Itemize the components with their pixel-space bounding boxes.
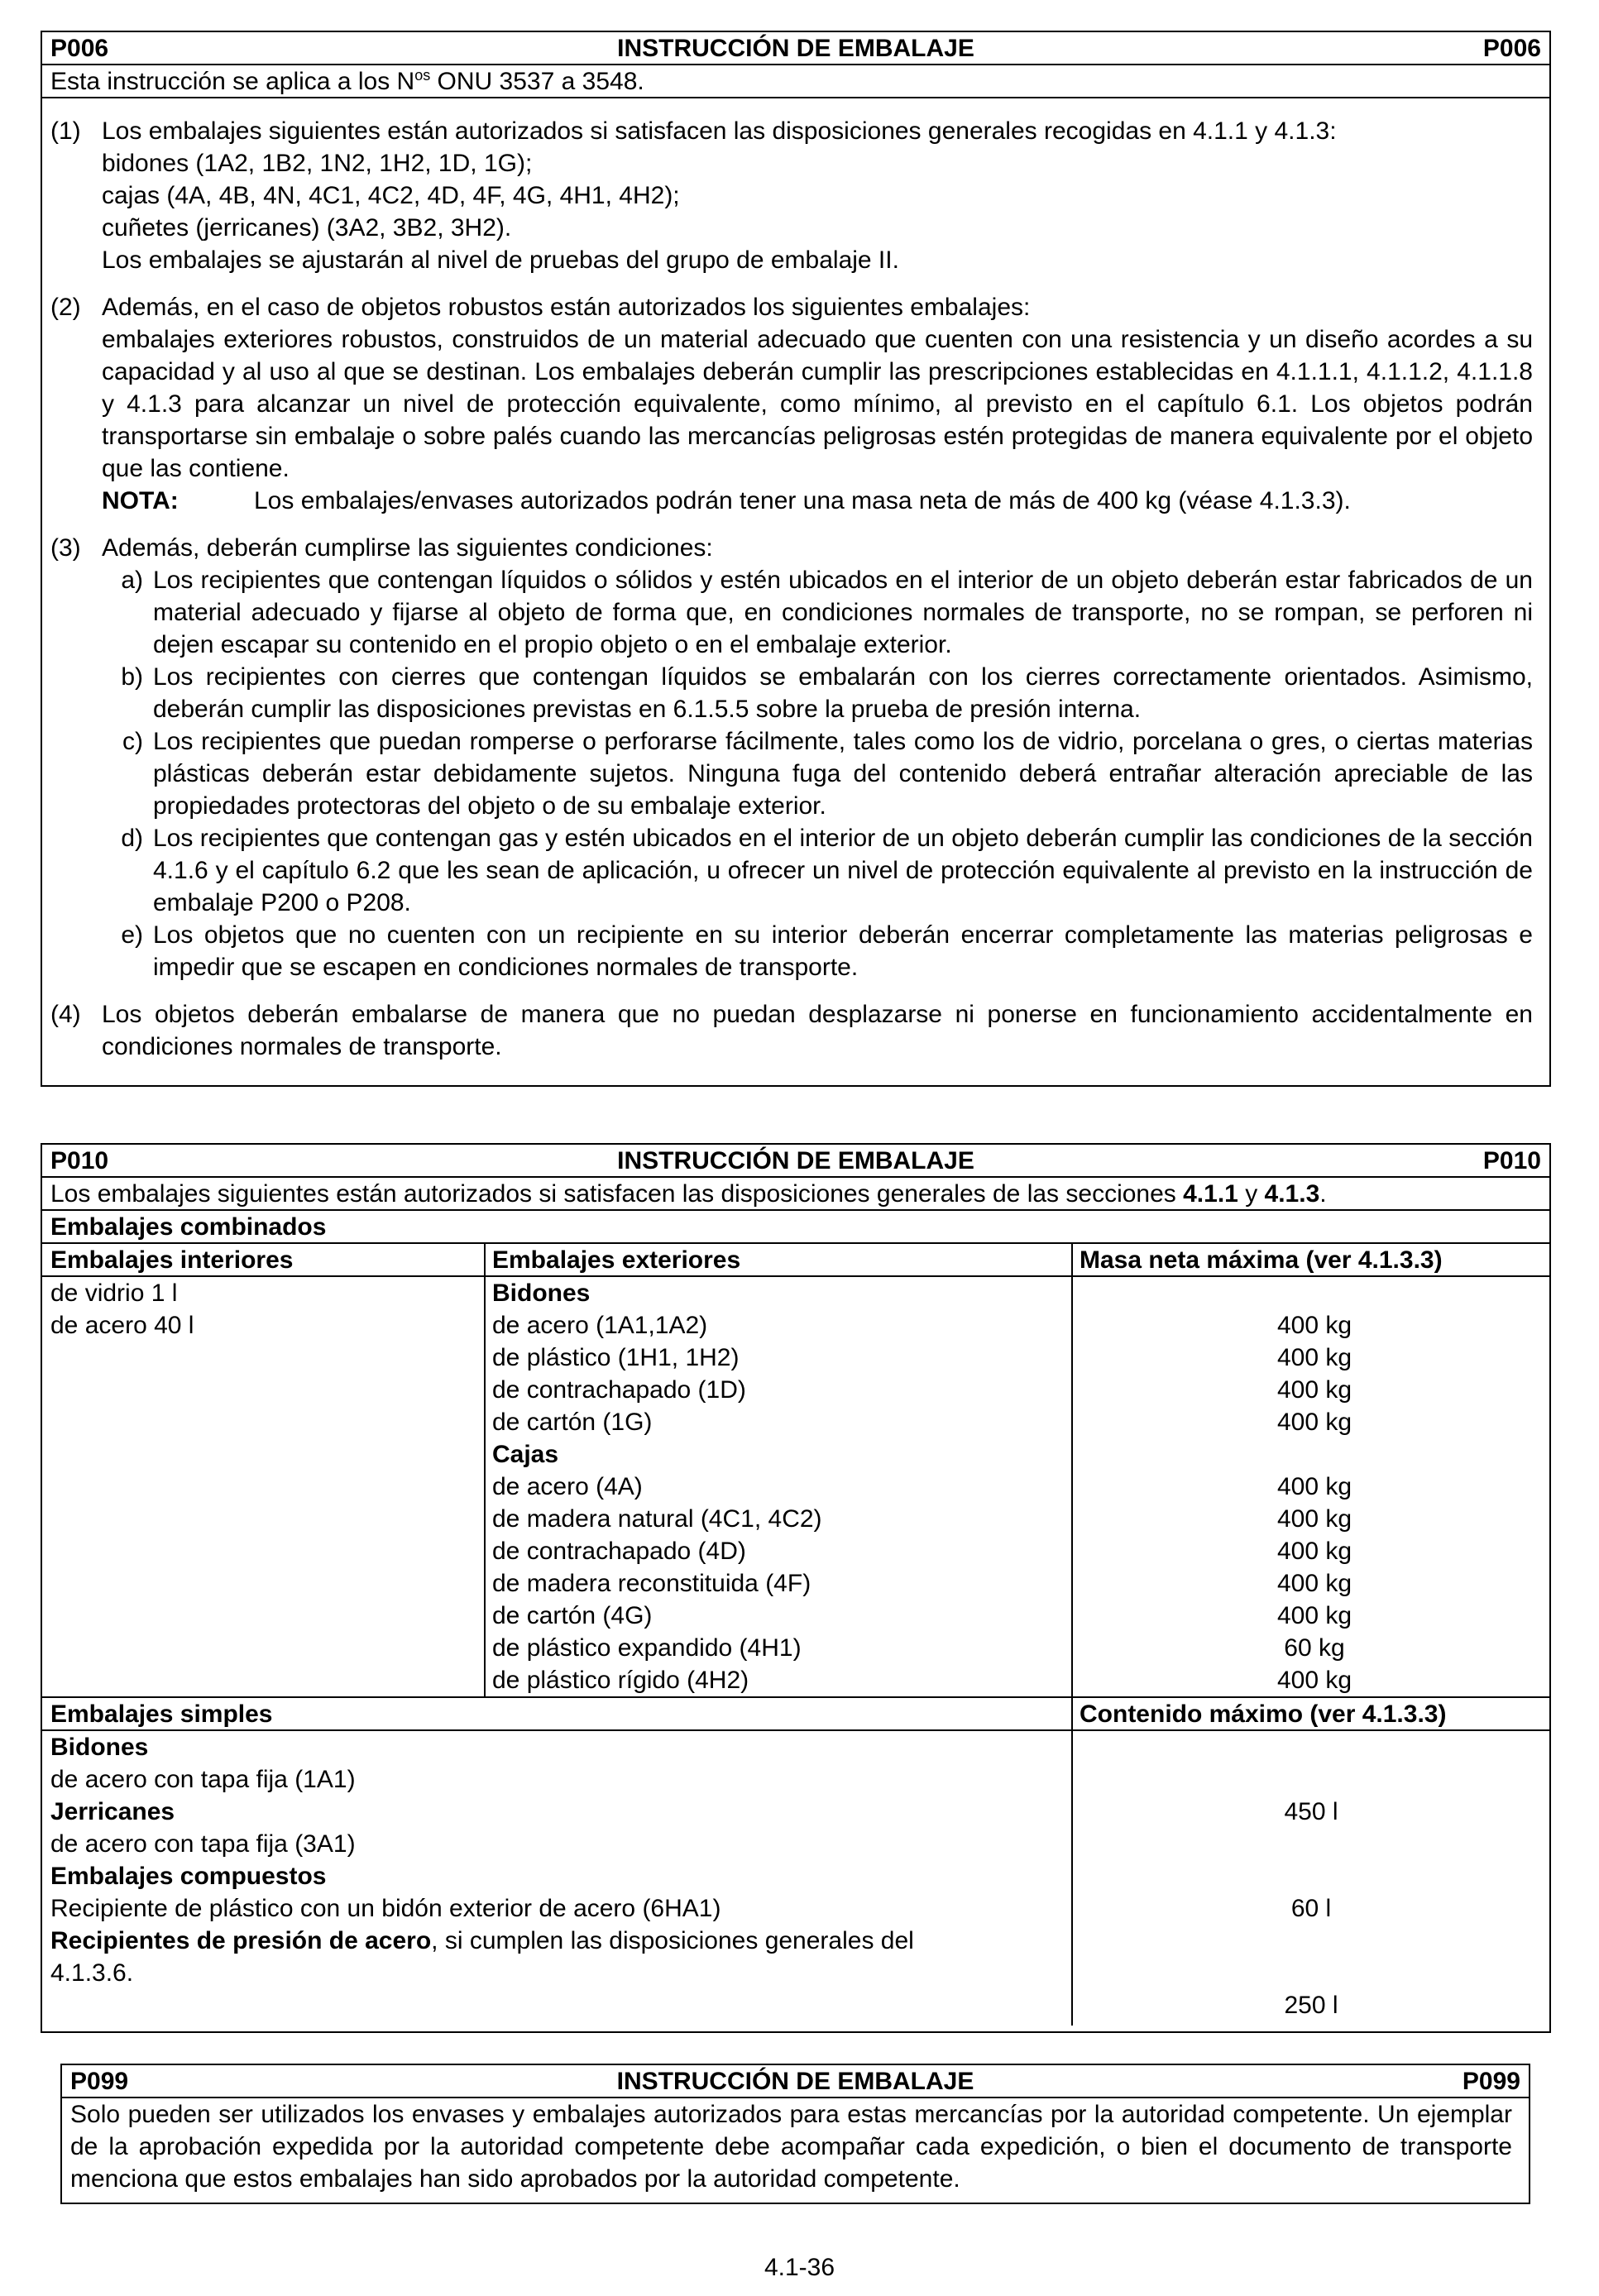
p010-title: INSTRUCCIÓN DE EMBALAJE bbox=[617, 1146, 974, 1174]
p010-combined-heading: Embalajes combinados bbox=[42, 1211, 1549, 1244]
p010-header bbox=[42, 1145, 1549, 1178]
p099-code-right: P099 bbox=[1462, 2067, 1520, 2095]
p006-applies: Esta instrucción se aplica a los $N^{os}$ ONU 3537 a 3548. bbox=[42, 65, 1549, 98]
p006-paragraph-2: (2) Además, en el caso de objetos robustos están autorizados los siguientes embalajes: embalajes exteriores robustos, construidos de un material adecuado que cuenten con una resistencia y un diseño acordes a su capacidad y al uso al que se destinan. Los embalajes deberán cumplir las prescripciones establecidas en 4.1.1.1, 4.1.1.2, 4.1.1.8 y 4.1.3 para alcanzar un nivel de protección equivalente, como mínimo, al previsto en el capítulo 6.1. Los objetos podrán transportarse sin embalaje o sobre palés cuando las mercancías peligrosas estén protegidas de manera equivalente por el objeto que las contiene. NOTA: Los embalajes/envases autorizados podrán tener una masa neta de más de 400 kg (véase 4.1.3.3). bbox=[42, 291, 1549, 517]
p006-paragraph-4: (4) Los objetos deberán embalarse de manera que no puedan desplazarse ni ponerse en funcionamiento accidentalmente en condiciones normales de transporte. bbox=[50, 1001, 1533, 1060]
p006-item-c: c) Los recipientes que puedan romperse o perforarse fácilmente, tales como los de vidrio, porcelana o gres, o ciertas materias plásticas deberán estar debidamente sujetos. Ninguna fuga del contenido deberá entrañar alteración apreciable de las propiedades protectoras del objeto o de su embalaje exterior. bbox=[122, 728, 1533, 820]
p006-paragraph-1: (1) Los embalajes siguientes están autorizados si satisfacen las disposiciones generales recogidas en 4.1.1 y 4.1.3: bidones (1A2, 1B2, 1N2, 1H2, 1D, 1G); cajas (4A, 4B, 4N, 4C1, 4C2, 4D, 4F, 4G, 4H1, 4H2); cuñetes (jerricanes) (3A2, 3B2, 3H2). Los embalajes se ajustarán al nivel de pruebas del grupo de embalaje II. bbox=[50, 117, 1337, 274]
outer-packagings: Bidones de acero (1A1,1A2) de plástico (1H1, 1H2) de contrachapado (1D) de cartón (1G) Cajas de acero (4A) de madera natural (4C1, 4C2) de contrachapado (4D) de madera reconstituida (4F) de cartón (4G) de plástico expandido (4H1) de plástico rígido (4H2) bbox=[486, 1277, 1073, 1696]
p006-title: INSTRUCCIÓN DE EMBALAJE bbox=[617, 34, 974, 62]
max-net-mass: 400 kg 400 kg 400 kg 400 kg 400 kg 400 kg 400 kg 400 kg 400 kg 60 kg 400 kg bbox=[1276, 1312, 1352, 1694]
single-heading: Embalajes simples bbox=[42, 1698, 1073, 1730]
p006-code-right: P006 bbox=[1482, 34, 1541, 62]
p010-instruction-box bbox=[41, 1143, 1551, 2033]
p006-item-b: b) Los recipientes con cierres que contengan líquidos se embalarán con los cierres correctamente orientados. Asimismo, deberán cumplir las disposiciones previstas en 6.1.5.5 sobre la prueba de presión interna. bbox=[121, 663, 1533, 723]
p006-item-e: e) Los objetos que no cuenten con un recipiente en su interior deberán encerrar completamente las materias peligrosas e impedir que se escapen en condiciones normales de transporte. bbox=[121, 921, 1533, 981]
inner-packagings: de vidrio 1 l de acero 40 l bbox=[42, 1277, 486, 1696]
p099-text: Solo pueden ser utilizados los envases y embalajes autorizados para estas mercancías por la autoridad competente. Un ejemplar de la aprobación expedida por la autoridad competente debe acompañar cada expedición, o bien el documento de transporte menciona que estos embalajes han sido aprobados por la autoridad competente. bbox=[70, 2101, 1512, 2193]
p006-item-d: d) Los recipientes que contengan gas y estén ubicados en el interior de un objeto deberán cumplir las condiciones de la sección 4.1.6 y el capítulo 6.2 que les sean de aplicación, u ofrecer un nivel de protección equivalente al previsto en la instrucción de embalaje P200 o P208. bbox=[121, 825, 1533, 916]
p099-title: INSTRUCCIÓN DE EMBALAJE bbox=[616, 2067, 974, 2095]
p006-header bbox=[42, 32, 1549, 65]
p010-single-table bbox=[42, 1731, 1549, 2026]
p099-code-left: P099 bbox=[70, 2067, 129, 2095]
p010-intro: Los embalajes siguientes están autorizados si satisfacen las disposiciones generales de las secciones 4.1.1 y 4.1.3. bbox=[42, 1178, 1549, 1211]
p010-column-headers bbox=[42, 1244, 1549, 1277]
p006-note: NOTA: Los embalajes/envases autorizados podrán tener una masa neta de más de 400 kg (véase 4.1.3.3). bbox=[102, 487, 1351, 514]
col-outer-header: Embalajes exteriores bbox=[486, 1244, 1073, 1276]
col-inner-header: Embalajes interiores bbox=[42, 1244, 486, 1276]
p006-body bbox=[42, 98, 1549, 1063]
max-content: 450 l 60 l 250 l bbox=[1284, 1798, 1338, 2019]
p006-instruction-box bbox=[41, 31, 1551, 1087]
single-packagings: Bidones de acero con tapa fija (1A1) Jerricanes de acero con tapa fija (3A1) Embalajes compuestos Recipiente de plástico con un bidón exterior de acero (6HA1) Recipientes de presión de acero, si cumplen las disposiciones generales del 4.1.3.6. bbox=[42, 1731, 1073, 2026]
p010-code-right: P010 bbox=[1482, 1146, 1541, 1174]
p006-code-left: P006 bbox=[50, 34, 109, 62]
p010-single-headers bbox=[42, 1698, 1549, 1731]
p006-item-a: a) Los recipientes que contengan líquidos o sólidos y estén ubicados en el interior de un objeto deberán estar fabricados de un material adecuado y fijarse al objeto de forma que, en condiciones normales de transporte, no se rompan, se perforen ni dejen escapar su contenido en el propio objeto o en el embalaje exterior. bbox=[121, 567, 1533, 658]
p006-paragraph-3: (3) Además, deberán cumplirse las siguientes condiciones: a) Los recipientes que contengan líquidos o sólidos y estén ubicados en el interior de un objeto deberán estar fabricados de un material adecuado y fijarse al objeto de forma que, en condiciones normales de transporte, no se rompan, se perforen ni dejen escapar su contenido en el propio objeto o en el embalaje exterior. b) Los recipientes con cierres que contengan líquidos se embalarán con los cierres correctamente orientados. Asimismo, deberán cumplir las disposiciones previstas en 6.1.5.5 sobre la prueba de presión interna. c) Los recipientes que puedan romperse o perforarse fácilmente, tales como los de vidrio, porcelana o gres, o ciertas materias plásticas deberán estar debidamente sujetos. Ninguna fuga del contenido deberá entrañar alteración apreciable de las propiedades protectoras del objeto o de su embalaje exterior. d) Los recipientes que contengan gas y estén ubicados en el interior de un objeto deberán cumplir las condiciones de la sección 4.1.6 y el capítulo 6.2 que les sean de aplicación, u ofrecer un nivel de protección equivalente al previsto en la instrucción de embalaje P200 o P208. e) Los objetos que no cuenten con un recipiente en su interior deberán encerrar completamente las materias peligrosas e impedir que se escapen en condiciones normales de transporte. bbox=[42, 532, 1549, 983]
page-number: 4.1-36 bbox=[764, 2254, 835, 2281]
p099-instruction-box bbox=[60, 2064, 1530, 2204]
p010-code-left: P010 bbox=[50, 1146, 109, 1174]
col-content-header: Contenido máximo (ver 4.1.3.3) bbox=[1080, 1700, 1447, 1728]
p099-header bbox=[62, 2065, 1529, 2098]
p010-combined-table bbox=[42, 1277, 1549, 1698]
col-mass-header: Masa neta máxima (ver 4.1.3.3) bbox=[1080, 1246, 1443, 1274]
